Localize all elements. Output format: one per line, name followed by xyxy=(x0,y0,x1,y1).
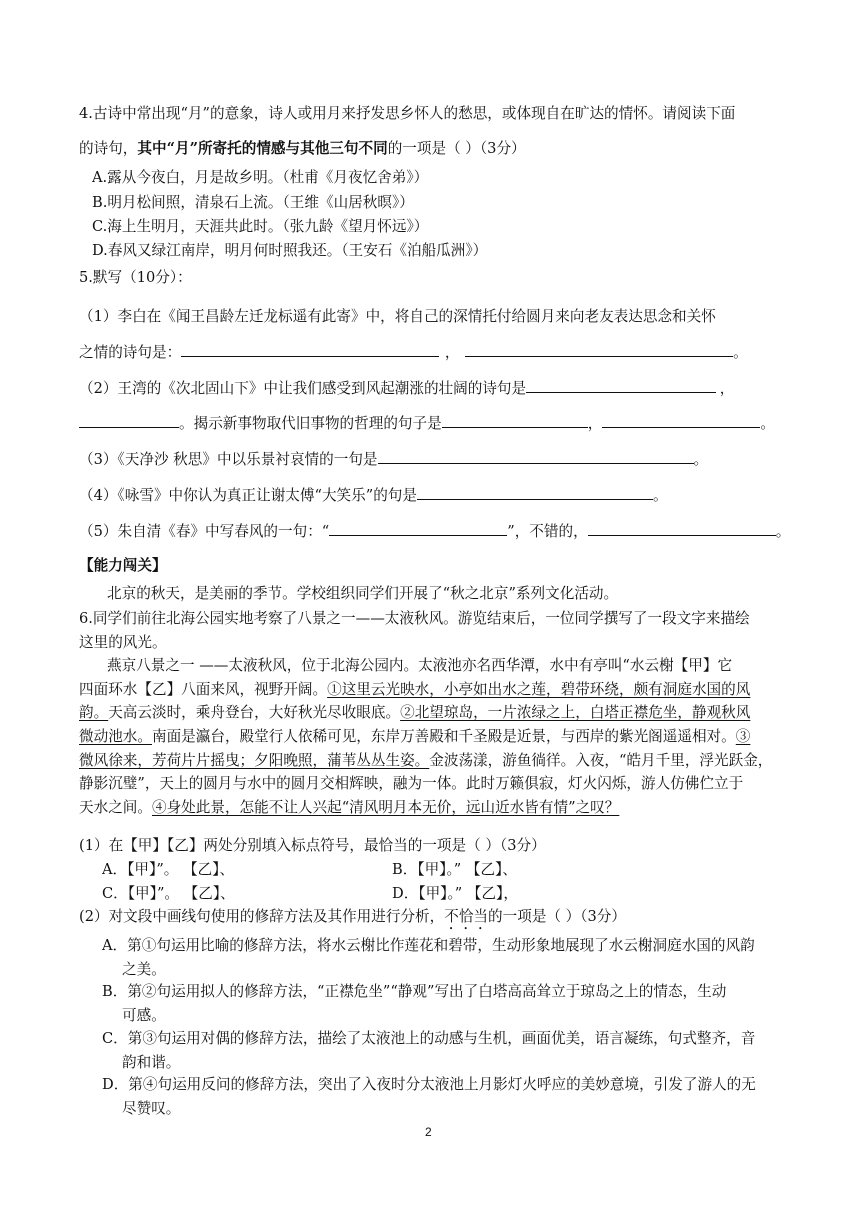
passage-text: 金波荡漾，游鱼徜徉。入夜，“皓月千里，浮光跃金， xyxy=(429,752,773,769)
q5-item5-prompt: （5）朱自清《春》中写春风的一句：“ xyxy=(79,523,330,540)
sub2-option-d-line2: 尽赞叹。 xyxy=(122,1100,181,1117)
section-intro: 北京的秋天，是美丽的季节。学校组织同学们开展了“秋之北京”系列文化活动。 xyxy=(107,585,619,602)
q4-option-d: D.春风又绿江南岸，明月何时照我还。（王安石《泊船瓜洲》） xyxy=(92,242,488,259)
sub2-option-c-line1: C．第③句运用对偶的修辞方法，描绘了太液池上的动感与生机，画面优美，语言凝练，句式整齐，音 xyxy=(102,1030,756,1047)
answer-blank[interactable] xyxy=(602,413,760,428)
underlined-sentence-3: 微风徐来，芳荷片片摇曳；夕阳晚照，蒲苇丛丛生姿。 xyxy=(79,752,430,769)
passage-text: 天高云淡时，乘舟登台，大好秋光尽收眼底。 xyxy=(108,704,401,721)
sub2-option-b-line1: B．第②句运用拟人的修辞方法，“正襟危坐”“静观”写出了白塔高高耸立于琼岛之上的情态，生动 xyxy=(102,983,727,1000)
q5-item1-line1: （1）李白在《闻王昌龄左迁龙标遥有此寄》中，将自己的深情托付给圆月来向老友表达思念和关怀 xyxy=(79,308,716,325)
passage-line1: 燕京八景之一 ——太液秋风，位于北海公园内。太液池亦名西华潭，水中有亭叫“水云榭【甲】它 xyxy=(107,657,733,674)
passage-line6: 静影沉璧”，天上的圆月与水中的圆月交相辉映，融为一体。此时万籁俱寂，灯火闪烁，游人仿佛伫立于 xyxy=(79,775,744,792)
q4-stem-text: 的诗句， xyxy=(79,140,138,157)
underlined-sentence-1: ①这里云光映水，小亭如出水之莲，碧带环绕，颇有洞庭水国的风 xyxy=(327,681,751,698)
q4-stem-line2 xyxy=(79,139,791,159)
q4-option-b: B.明月松间照，清泉石上流。（王维《山居秋暝》） xyxy=(92,194,414,211)
sub1-option-b: B．【甲】。” 【乙】、 xyxy=(392,861,517,878)
underlined-sentence-2-end: 微动池水。 xyxy=(79,728,152,745)
period: 。 xyxy=(693,451,709,468)
underlined-sentence-4: ④身处此景，怎能不让人兴起“清风明月本无价，远山近水皆有情”之叹？ xyxy=(151,799,620,816)
q4-stem-tail: 的一项是（ ）（3分） xyxy=(387,140,526,157)
q6-stem-line1: 6.同学们前往北海公园实地考察了八景之一——太液秋风。游览结束后，一位同学撰写了一段文字来描绘 xyxy=(79,610,750,627)
sub1-option-d: D．【甲】。” 【乙】， xyxy=(392,885,518,902)
q5-item2-prompt: （2）王湾的《次北固山下》中让我们感受到风起潮涨的壮阔的诗句是 xyxy=(79,380,527,397)
q5-item2-line2 xyxy=(79,413,791,434)
section-heading: 【能力闯关】 xyxy=(79,557,167,574)
separator: ， xyxy=(587,415,603,432)
q5-item2-prompt2: 。揭示新事物取代旧事物的哲理的句子是 xyxy=(179,415,442,432)
page-number: 2 xyxy=(425,1125,432,1139)
sub2-option-b-line2: 可感。 xyxy=(122,1007,166,1024)
period: 。 xyxy=(775,523,791,540)
underlined-sentence-2: ②北望琼岛，一片浓绿之上，白塔正襟危坐，静观秋风 xyxy=(400,704,751,721)
sub2-option-c-line2: 韵和谐。 xyxy=(122,1054,181,1071)
q4-option-c: C.海上生明月，天涯共此时。（张九龄《望月怀远》） xyxy=(92,218,429,235)
q5-item2-line1 xyxy=(79,378,791,399)
passage-line3 xyxy=(79,703,791,723)
answer-blank[interactable] xyxy=(181,342,439,357)
sub1-option-a: A．【甲】”。 【乙】、 xyxy=(102,861,235,878)
sub2-option-a-line1: A．第①句运用比喻的修辞方法，将水云榭比作莲花和碧带，生动形象地展现了水云榭洞庭水国的风韵 xyxy=(102,937,755,954)
passage-line7 xyxy=(79,798,791,818)
q5-item3-prompt: （3）《天净沙 秋思》中以乐景衬哀情的一句是 xyxy=(79,451,378,468)
answer-blank[interactable] xyxy=(465,342,733,357)
passage-text: 四面环水【乙】八面来风，视野开阔。 xyxy=(79,681,328,698)
underlined-sentence-3-marker: ③ xyxy=(735,728,751,745)
passage-line5 xyxy=(79,751,791,771)
q5-item4 xyxy=(79,485,791,506)
q5-item4-prompt: （4）《咏雪》中你认为真正让谢太傅“大笑乐”的句是 xyxy=(79,487,417,504)
sub2-option-a-line2: 之美。 xyxy=(122,961,166,978)
sub2-stem-text: (2）对文段中画线句使用的修辞方法及其作用进行分析， xyxy=(79,908,445,925)
q5-item1-prompt: 之情的诗句是： xyxy=(79,344,182,361)
sub2-stem xyxy=(79,907,791,933)
q6-stem-line2: 这里的风光。 xyxy=(79,634,167,651)
passage-line2 xyxy=(79,680,791,700)
passage-line4 xyxy=(79,727,791,747)
answer-blank[interactable] xyxy=(588,521,776,536)
q5-item1-line2 xyxy=(79,342,791,363)
period: 。 xyxy=(733,344,748,361)
q5-item3 xyxy=(79,449,791,470)
period: 。 xyxy=(760,415,775,432)
q5-item5-mid: ”，不错的， xyxy=(507,523,588,540)
passage-text: 南面是瀛台，殿堂行人依稀可见，东岸万善殿和千圣殿是近景，与西岸的紫光阁遥遥相对。 xyxy=(151,728,736,745)
sub2-stem-tail: 的一项是（ ）（3分） xyxy=(488,908,626,925)
answer-blank[interactable] xyxy=(378,449,694,464)
q5-title: 5.默写（10分）： xyxy=(79,269,192,286)
sub2-option-d-line1: D．第④句运用反问的修辞方法，突出了入夜时分太液池上月影灯火呼应的美妙意境，引发了游人的无 xyxy=(102,1076,756,1093)
answer-blank[interactable] xyxy=(417,485,653,500)
answer-blank[interactable] xyxy=(526,378,716,393)
sub1-option-c: C．【甲】”。 【乙】、 xyxy=(102,885,235,902)
sub2-stem-emphasis: 不恰当 xyxy=(444,908,489,925)
separator: ， xyxy=(444,344,460,361)
period: 。 xyxy=(652,487,668,504)
separator: ， xyxy=(719,380,735,397)
q4-stem-line1: 4.古诗中常出现“月”的意象，诗人或用月来抒发思乡怀人的愁思，或体现自在旷达的情怀。请阅读下面 xyxy=(79,105,736,122)
answer-blank[interactable] xyxy=(442,413,588,428)
passage-text: 天水之间。 xyxy=(79,799,152,816)
q4-option-a: A.露从今夜白，月是故乡明。（杜甫《月夜忆舍弟》） xyxy=(92,169,429,186)
answer-blank[interactable] xyxy=(79,413,179,428)
answer-blank[interactable] xyxy=(329,521,507,536)
q5-item5 xyxy=(79,521,791,542)
q4-stem-emphasis: 其中“月”所寄托的情感与其他三句不同 xyxy=(137,140,388,157)
sub1-stem: (1）在【甲】【乙】两处分别填入标点符号，最恰当的一项是（ ）（3分） xyxy=(79,837,546,854)
underlined-sentence-1-end: 韵。 xyxy=(79,704,109,721)
